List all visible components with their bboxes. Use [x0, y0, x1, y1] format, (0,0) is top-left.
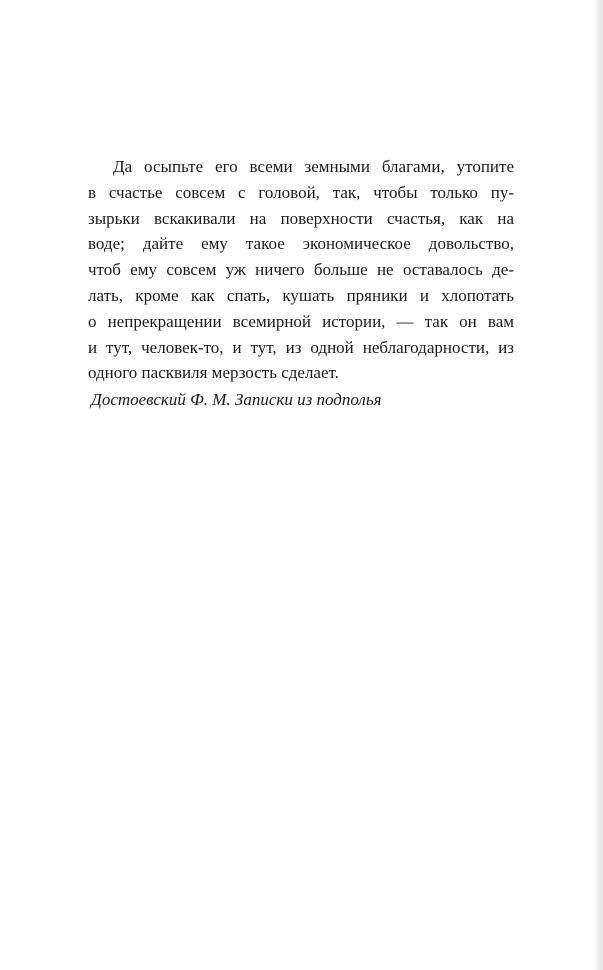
epigraph [88, 154, 514, 413]
page-edge-shadow [594, 0, 603, 970]
epigraph-attribution: Достоевский Ф. М. Записки из подполья [91, 390, 382, 410]
epigraph-line: в счастье совсем с головой, так, чтобы только пу- [88, 182, 514, 202]
epigraph-line: и тут, человек-то, и тут, из одной неблагодарности, из [88, 337, 514, 357]
epigraph-line: зырьки вскакивали на поверхности счастья, как на [88, 208, 514, 228]
epigraph-line: лать, кроме как спать, кушать пряники и хлопотать [88, 285, 514, 305]
epigraph-line: воде; дайте ему такое экономическое довольство, [88, 234, 514, 254]
epigraph-line: Да осыпьте его всеми земными благами, утопите [113, 157, 514, 176]
epigraph-line: о непрекращении всемирной истории, — так он вам [88, 311, 514, 331]
epigraph-line: одного пасквиля мерзость сделает. [88, 363, 339, 383]
epigraph-line: чтоб ему совсем уж ничего больше не оставалось де- [88, 260, 514, 280]
